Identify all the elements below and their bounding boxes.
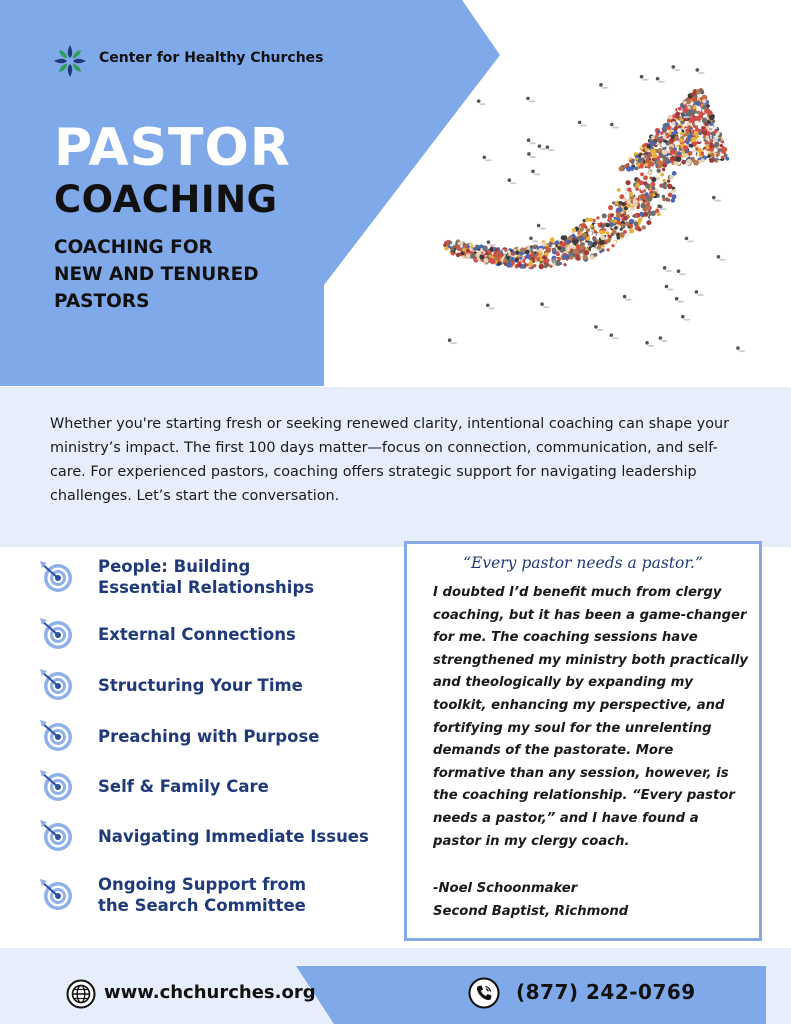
target-icon — [36, 766, 76, 806]
topic-item — [36, 766, 396, 806]
hero-title-line2: COACHING — [54, 178, 278, 221]
target-icon — [36, 716, 76, 756]
testimonial-attribution — [433, 878, 628, 923]
topic-item — [36, 816, 396, 856]
testimonial-box — [404, 541, 762, 941]
testimonial-affiliation: Second Baptist, Richmond — [433, 903, 629, 919]
testimonial-body: I doubted I’d benefit much from clergy coaching, but it has been a game-changer for me. The coaching sessions have strengthened my ministry both practically and theologically by expanding my toolkit, enhancing my perspective, and fortifying my soul for the unrelenting demands of the pastorate. More formative than any session, however, is the coaching relationship. “Every pastor needs a pastor,” and I have found a pastor in my clergy coach. — [433, 585, 748, 849]
target-icon — [36, 614, 76, 654]
testimonial-author: -Noel Schoonmaker — [433, 881, 578, 896]
topic-label: Preaching with Purpose — [98, 726, 320, 746]
hero-title-line1: PASTOR — [54, 118, 291, 178]
target-icon — [36, 557, 76, 597]
topic-label: People: Building Essential Relationships — [98, 557, 315, 597]
crowd-arrow-image — [430, 60, 760, 360]
target-icon — [36, 875, 76, 915]
hero-subtitle-line: PASTORS — [54, 291, 150, 312]
hero-subtitle — [54, 234, 314, 315]
topic-item — [36, 556, 396, 598]
phone-number[interactable]: (877) 242-0769 — [516, 980, 696, 1004]
website-link[interactable]: www.chchurches.org — [104, 982, 316, 1003]
org-logo-icon — [52, 43, 88, 79]
globe-icon — [66, 979, 96, 1009]
topic-item — [36, 614, 396, 654]
testimonial-heading: “Every pastor needs a pastor.” — [463, 554, 703, 572]
topic-label: Self & Family Care — [98, 776, 269, 796]
topic-label: Ongoing Support from the Search Committee — [98, 875, 307, 915]
topic-item — [36, 665, 396, 705]
intro-text: Whether you're starting fresh or seeking renewed clarity, intentional coaching can shape your ministry’s impact. The first 100 days matter—focus on connection, communication, and self-care. For experienced pastors, coaching offers strategic support for navigating leadership challenges. Let’s start the conversation. — [50, 416, 730, 504]
phone-icon — [468, 977, 500, 1009]
hero-subtitle-line: NEW AND TENURED — [54, 264, 259, 285]
topic-label: Structuring Your Time — [98, 675, 303, 695]
hero-subtitle-line: COACHING FOR — [54, 237, 213, 258]
target-icon — [36, 665, 76, 705]
topic-item — [36, 716, 396, 756]
topic-label: External Connections — [98, 624, 296, 644]
org-name: Center for Healthy Churches — [99, 50, 324, 66]
topic-item — [36, 874, 396, 916]
topic-label: Navigating Immediate Issues — [98, 826, 369, 846]
target-icon — [36, 816, 76, 856]
